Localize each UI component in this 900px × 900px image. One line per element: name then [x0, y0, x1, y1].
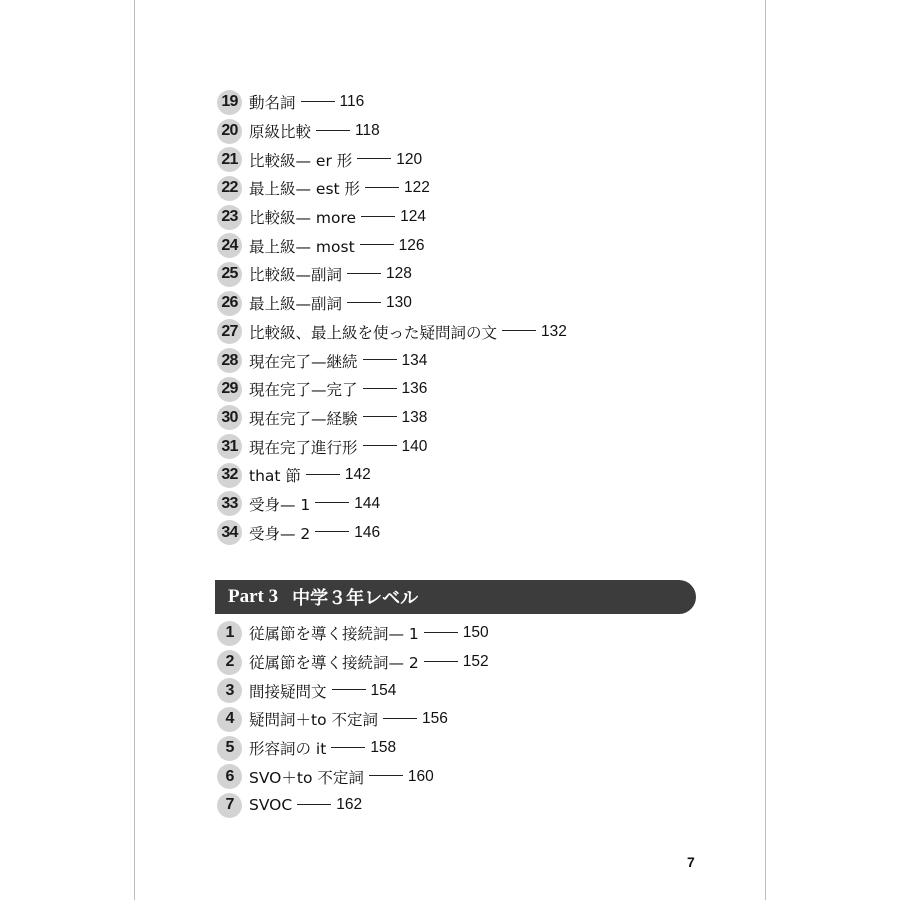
entry-title: 現在完了—継続 — [249, 352, 358, 371]
entry-page-number: 126 — [398, 236, 425, 254]
entry-title: 比較級—副詞 — [249, 266, 343, 285]
entry-number-badge: 28 — [217, 348, 242, 373]
book-page — [134, 0, 766, 900]
toc-entry — [217, 375, 567, 404]
entry-title: 動名詞 — [249, 94, 296, 113]
leader-dash — [315, 531, 349, 532]
leader-dash — [424, 661, 458, 662]
toc-entry — [217, 648, 489, 677]
entry-number-badge: 34 — [217, 520, 242, 545]
leader-dash — [332, 689, 366, 690]
entry-number-badge: 20 — [217, 119, 242, 144]
leader-dash — [361, 216, 395, 217]
entry-page-number: 156 — [422, 710, 448, 728]
entry-number-badge: 2 — [217, 650, 242, 675]
entry-title: 疑問詞＋to 不定詞 — [249, 711, 378, 730]
toc-entry — [217, 432, 567, 461]
entry-number-badge: 29 — [217, 377, 242, 402]
entry-number-badge: 22 — [217, 176, 242, 201]
toc-entry — [217, 88, 567, 117]
leader-dash — [301, 101, 335, 102]
entry-title: 従属節を導く接続詞— 1 — [249, 625, 419, 644]
leader-dash — [365, 187, 399, 188]
entry-number-badge: 7 — [217, 793, 242, 818]
entry-page-number: 124 — [400, 208, 426, 226]
leader-dash — [315, 502, 349, 503]
entry-number-badge: 24 — [217, 233, 242, 258]
leader-dash — [363, 388, 397, 389]
leader-dash — [347, 302, 381, 303]
toc-entry — [217, 791, 489, 820]
entry-page-number: 118 — [355, 122, 380, 140]
entry-page-number: 154 — [370, 681, 397, 699]
entry-page-number: 158 — [370, 739, 397, 757]
leader-dash — [383, 718, 417, 719]
entry-title: SVO＋to 不定詞 — [249, 768, 364, 787]
entry-title: 形容詞の it — [249, 740, 327, 759]
leader-dash — [363, 359, 397, 360]
entry-number-badge: 6 — [217, 764, 242, 789]
entry-title: 受身— 2 — [249, 524, 311, 543]
leader-dash — [357, 158, 391, 159]
leader-dash — [363, 416, 397, 417]
toc-entry — [217, 117, 567, 146]
toc-entry — [217, 346, 567, 375]
toc-entry — [217, 260, 567, 289]
entry-page-number: 116 — [339, 93, 365, 111]
entry-page-number: 122 — [404, 179, 430, 197]
entry-number-badge: 1 — [217, 621, 242, 646]
leader-dash — [360, 244, 394, 245]
entry-page-number: 140 — [401, 437, 428, 455]
entry-title: 従属節を導く接続詞— 2 — [249, 654, 419, 673]
toc-entry — [217, 461, 567, 490]
toc-entry — [217, 203, 567, 232]
entry-page-number: 150 — [462, 624, 489, 642]
entry-number-badge: 33 — [217, 491, 242, 516]
entry-number-badge: 31 — [217, 434, 242, 459]
toc-entry — [217, 490, 567, 519]
toc-entry — [217, 231, 567, 260]
part-label: Part 3 — [228, 586, 279, 607]
toc-list-part3 — [217, 619, 489, 820]
entry-page-number: 138 — [401, 408, 428, 426]
toc-entry — [217, 318, 567, 347]
entry-number-badge: 3 — [217, 678, 242, 703]
entry-page-number: 144 — [354, 494, 381, 512]
entry-title: 最上級— est 形 — [249, 180, 361, 199]
entry-page-number: 160 — [407, 767, 434, 785]
entry-title: 受身— 1 — [249, 495, 311, 514]
leader-dash — [363, 445, 397, 446]
toc-entry — [217, 676, 489, 705]
entry-title: SVOC — [249, 796, 293, 815]
leader-dash — [369, 775, 403, 776]
page-number: 7 — [687, 854, 695, 870]
entry-page-number: 128 — [386, 265, 412, 283]
entry-title: 最上級— most — [249, 237, 355, 256]
entry-number-badge: 26 — [217, 291, 242, 316]
entry-page-number: 136 — [401, 380, 428, 398]
entry-number-badge: 32 — [217, 463, 242, 488]
toc-entry — [217, 145, 567, 174]
toc-entry — [217, 762, 489, 791]
toc-list-part2 — [217, 88, 567, 547]
toc-entry — [217, 404, 567, 433]
entry-title: 現在完了—経験 — [249, 409, 358, 428]
entry-number-badge: 19 — [217, 90, 242, 115]
toc-entry — [217, 705, 489, 734]
part3-header — [215, 580, 696, 614]
entry-page-number: 152 — [462, 653, 489, 671]
entry-page-number: 130 — [386, 294, 412, 312]
entry-title: 間接疑問文 — [249, 682, 327, 701]
leader-dash — [424, 632, 458, 633]
leader-dash — [331, 747, 365, 748]
entry-title: 現在完了—完了 — [249, 381, 358, 400]
leader-dash — [316, 130, 350, 131]
leader-dash — [347, 273, 381, 274]
entry-number-badge: 4 — [217, 707, 242, 732]
toc-entry — [217, 174, 567, 203]
entry-number-badge: 30 — [217, 405, 242, 430]
toc-entry — [217, 518, 567, 547]
entry-page-number: 142 — [344, 466, 371, 484]
entry-title: 比較級— er 形 — [249, 151, 353, 170]
entry-title: 比較級— more — [249, 209, 357, 228]
entry-number-badge: 21 — [217, 147, 242, 172]
entry-number-badge: 23 — [217, 205, 242, 230]
entry-number-badge: 27 — [217, 319, 242, 344]
entry-page-number: 132 — [541, 322, 567, 340]
part-title: 中学３年レベル — [292, 588, 419, 609]
toc-entry — [217, 289, 567, 318]
toc-entry — [217, 619, 489, 648]
entry-page-number: 120 — [396, 150, 423, 168]
entry-page-number: 134 — [401, 351, 428, 369]
entry-title: 現在完了進行形 — [249, 438, 358, 457]
entry-title: 比較級、最上級を使った疑問詞の文 — [249, 323, 498, 342]
leader-dash — [502, 330, 536, 331]
leader-dash — [306, 474, 340, 475]
leader-dash — [297, 804, 331, 805]
entry-title: that 節 — [249, 467, 301, 486]
entry-page-number: 146 — [354, 523, 381, 541]
entry-page-number: 162 — [336, 796, 363, 814]
entry-number-badge: 25 — [217, 262, 242, 287]
toc-entry — [217, 734, 489, 763]
entry-title: 原級比較 — [249, 123, 312, 142]
entry-number-badge: 5 — [217, 736, 242, 761]
entry-title: 最上級—副詞 — [249, 295, 343, 314]
